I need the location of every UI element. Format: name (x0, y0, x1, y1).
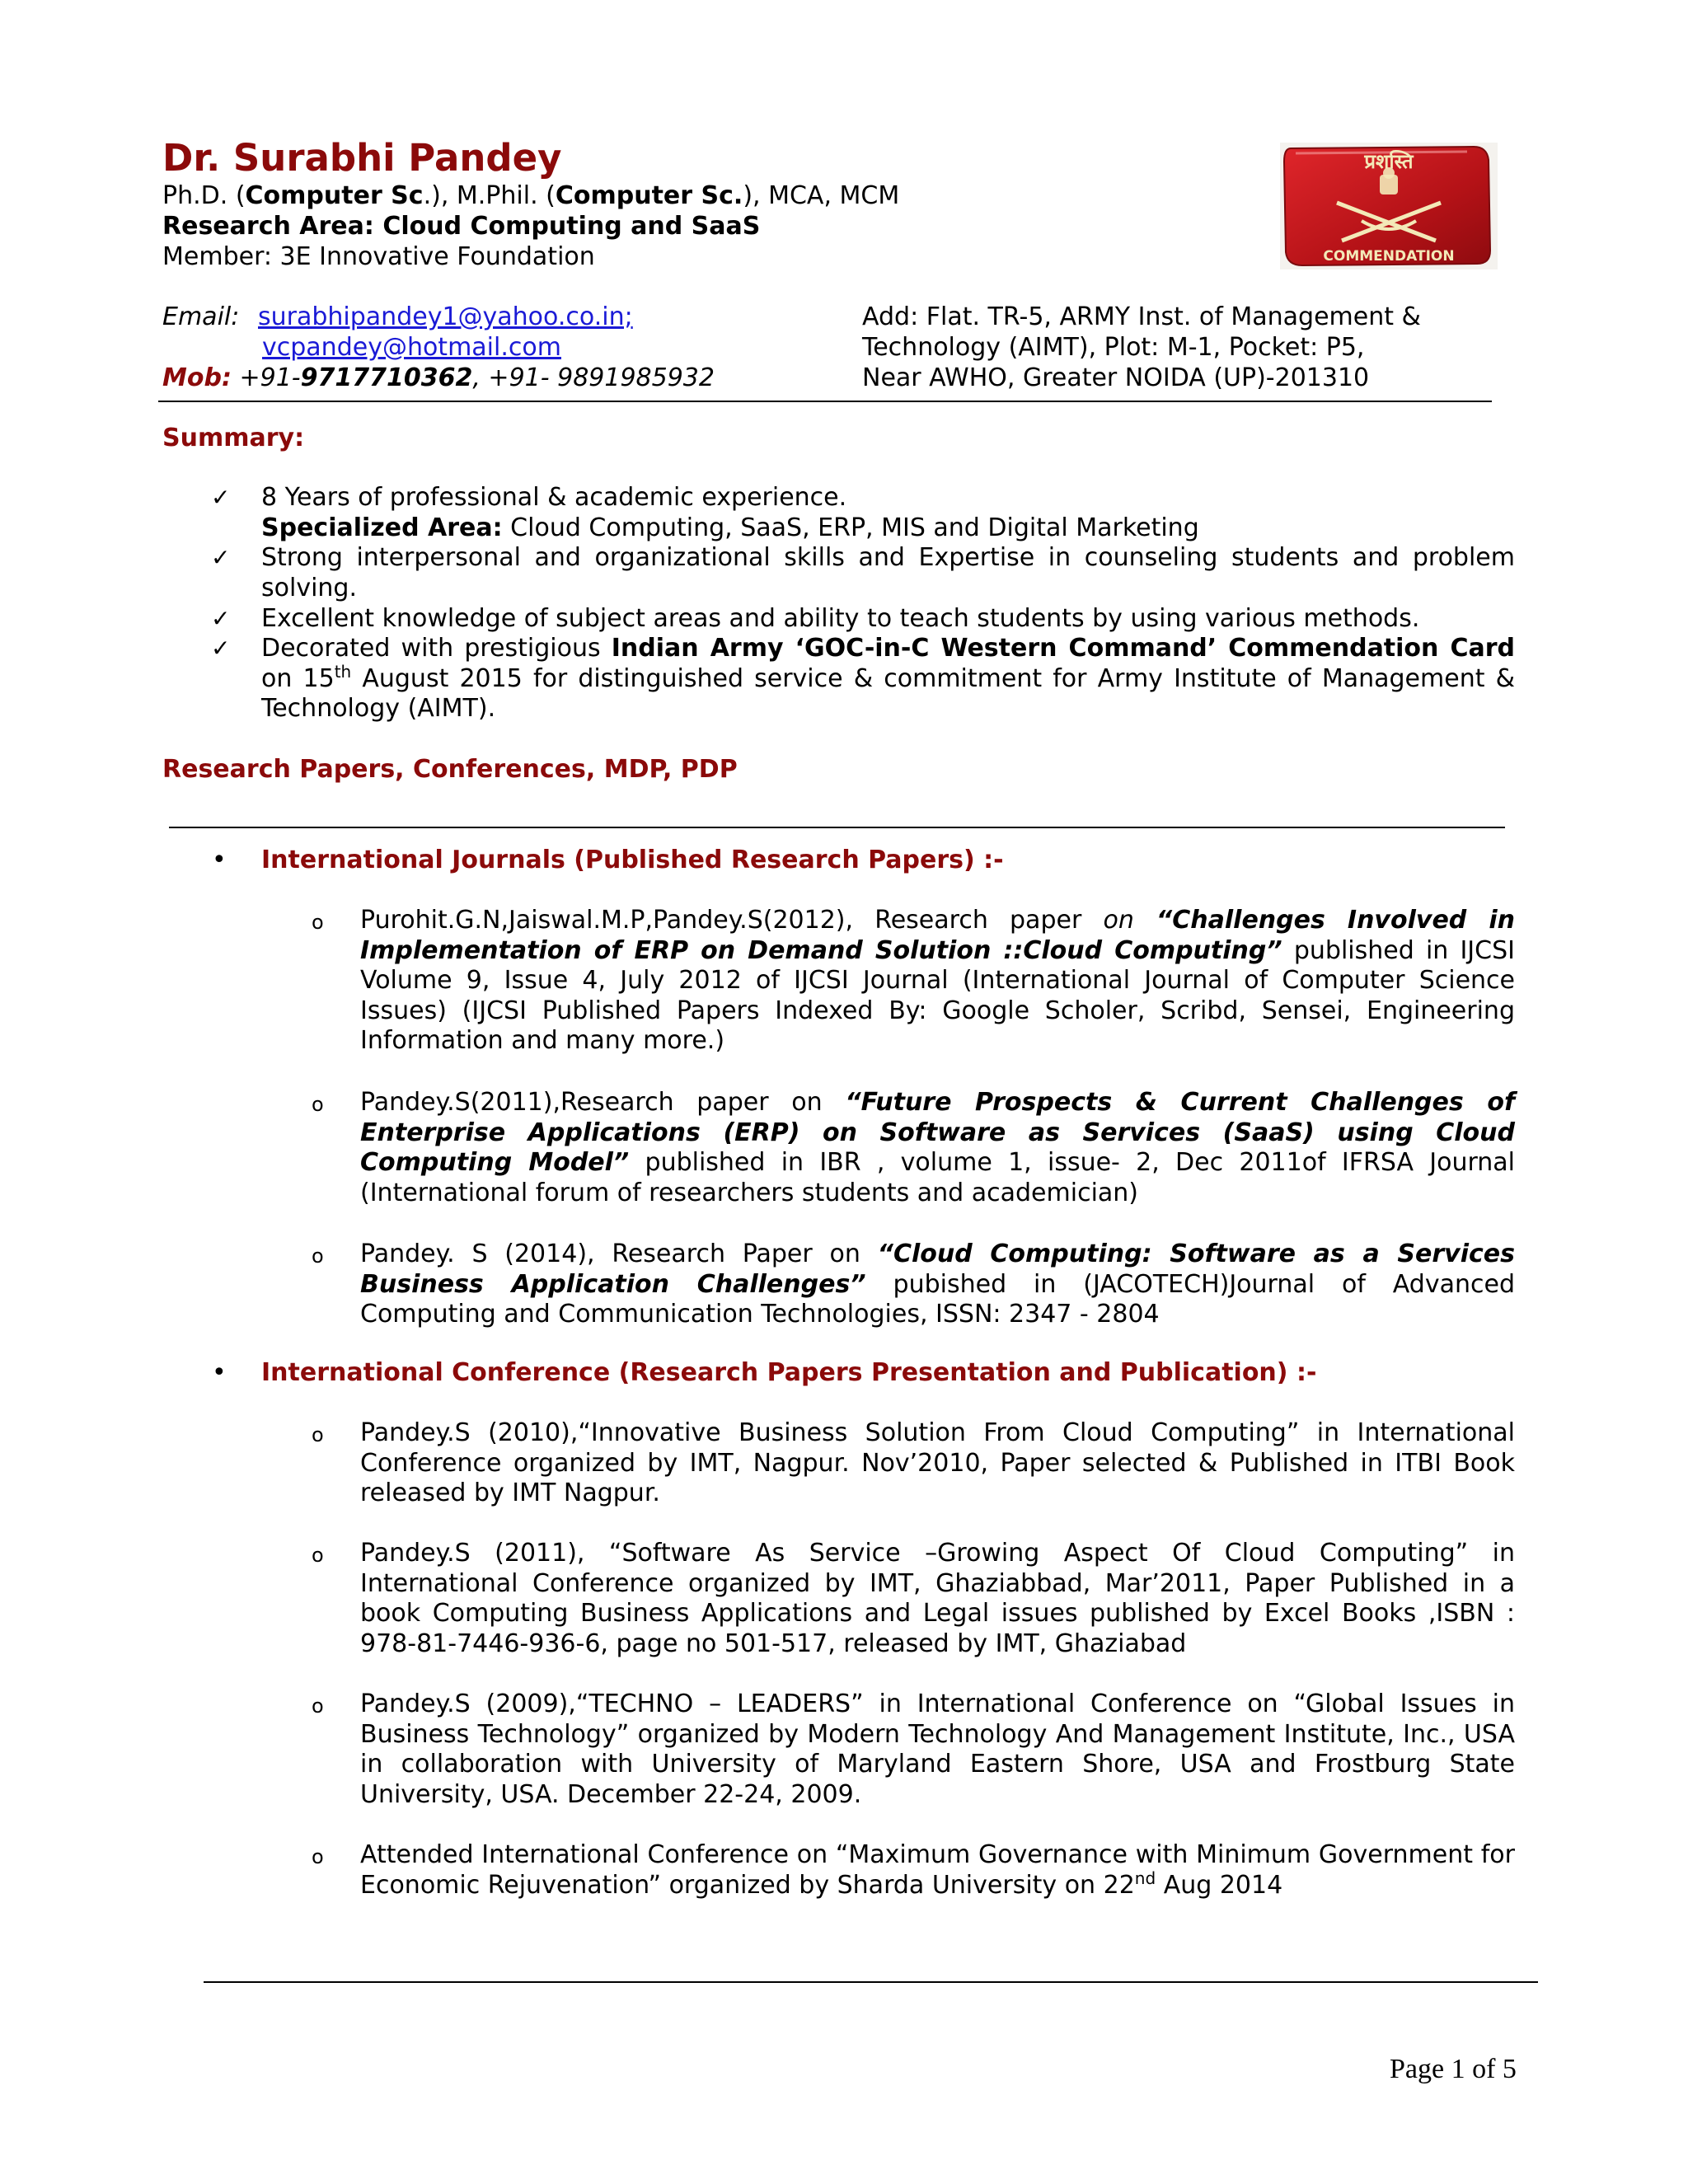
journal-paper-3-authors: Pandey. S (2014), Research Paper on (360, 1240, 878, 1268)
mobile-prefix: +91- (231, 363, 301, 392)
journal-paper-1-authors: Purohit.G.N,Jaiswal.M.P,Pandey.S(2012), Research paper (360, 906, 1104, 935)
membership: Member: 3E Innovative Foundation (162, 242, 595, 271)
commendation-badge-graphic (1279, 142, 1498, 270)
journal-paper-3-title: “Cloud Computing: Software as a Services Business Application Challenges” (360, 1240, 1515, 1299)
bullet-icon: • (212, 846, 227, 874)
conferences-heading: International Conference (Research Papers Presentation and Publication) :- (261, 1358, 1317, 1387)
journal-paper-1 (360, 906, 1515, 1057)
mobile-primary: 9717710362 (300, 363, 473, 392)
email-label: Email: (162, 302, 240, 331)
degrees-bold-1: Computer Sc (245, 181, 424, 210)
journal-paper-3 (360, 1240, 1515, 1330)
journal-paper-2-authors: Pandey.S(2011),Research paper on (360, 1088, 846, 1117)
conference-paper-2: Pandey.S (2011), “Software As Service –Growing Aspect Of Cloud Computing” in International Conference organized by IMT, Ghaziabbad, Mar’2011, Paper Published in a book Computing Business Applications and Legal issues published by Excel Books ,ISBN : 978-81-7446-936-6, page no 501-517, released by IMT, Ghaziabad (360, 1539, 1515, 1658)
commendation-post: August 2015 for distinguished service & commitment for Army Institute of Management & Technology (AIMT). (261, 663, 1515, 723)
journal-paper-2-details: published in IBR , volume 1, issue- 2, Dec 2011of IFRSA Journal (International forum of researchers students and academician) (360, 1148, 1515, 1207)
specialized-area-label: Specialized Area: (261, 513, 503, 542)
degrees-text-3: ), MCA, MCM (743, 181, 900, 210)
mobile-label: Mob: (162, 363, 232, 392)
mobile-line (162, 363, 715, 394)
check-icon: ✓ (211, 544, 231, 571)
conference-attended-text: Attended International Conference on “Maximum Governance with Minimum Government for Economic Rejuvenation” organized by Sharda University on 22 (360, 1840, 1515, 1900)
sub-bullet-icon: o (312, 1423, 324, 1446)
address-line-3: Near AWHO, Greater NOIDA (UP)-201310 (862, 363, 1370, 392)
summary-specialized-area (261, 513, 1515, 544)
commendation-pre: Decorated with prestigious (261, 634, 612, 663)
footer-divider (204, 1981, 1538, 1983)
badge-bottom-text: COMMENDATION (1323, 248, 1455, 265)
commendation-on: on 15 (261, 663, 335, 693)
journal-paper-2-title: “Future Prospects & Current Challenges of Enterprise Applications (ERP) on Software as Services (SaaS) using Cloud Computing Model” (360, 1088, 1515, 1177)
check-icon: ✓ (211, 605, 231, 632)
journal-paper-1-on: on (1103, 906, 1134, 935)
mobile-secondary: , +91- 9891985932 (472, 363, 715, 392)
research-heading: Research Papers, Conferences, MDP, PDP (162, 755, 738, 784)
address-line-1: Add: Flat. TR-5, ARMY Inst. of Management & (862, 302, 1421, 331)
journal-paper-1-details: published in IJCSI Volume 9, Issue 4, July 2012 of IJCSI Journal (International Journal of Computer Science Issues) (IJCSI Published Papers Indexed By: Google Scholer, Scribd, Sensei, Engineering Information and many more.) (360, 935, 1515, 1055)
sub-bullet-icon: o (312, 1694, 324, 1718)
conference-attended (360, 1840, 1515, 1900)
journal-paper-3-details: pubished in (JACOTECH)Journal of Advanced Computing and Communication Technologies, ISSN: 2347 - 2804 (360, 1269, 1515, 1329)
check-icon: ✓ (211, 635, 231, 662)
bullet-icon: • (212, 1358, 227, 1387)
email-link-primary[interactable]: surabhipandey1@yahoo.co.in; (258, 302, 633, 331)
research-divider (169, 827, 1505, 828)
summary-item-experience-text: 8 Years of professional & academic experience. (261, 483, 847, 512)
commendation-title: Indian Army ‘GOC-in-C Western Command’ Commendation Card (611, 634, 1515, 663)
degrees-text-1: Ph.D. ( (162, 181, 246, 210)
sub-bullet-icon: o (312, 1845, 324, 1868)
commendation-sup: th (334, 661, 352, 682)
research-area: Research Area: Cloud Computing and SaaS (162, 212, 761, 241)
conference-attended-sup: nd (1134, 1868, 1156, 1888)
conference-paper-3: Pandey.S (2009),“TECHNO – LEADERS” in International Conference on “Global Issues in Business Technology” organized by Modern Technology And Management Institute, Inc., USA in collaboration with University of Maryland Eastern Shore, USA and Frostburg State University, USA. December 22-24, 2009. (360, 1690, 1515, 1809)
badge-top-text: प्रशस्ति (1364, 150, 1414, 173)
journal-paper-2 (360, 1088, 1515, 1208)
header-divider (158, 401, 1492, 402)
degrees-bold-2: Computer Sc. (555, 181, 743, 210)
summary-item-commendation (261, 634, 1515, 724)
address-line-2: Technology (AIMT), Plot: M-1, Pocket: P5, (862, 333, 1365, 362)
specialized-area-value: Cloud Computing, SaaS, ERP, MIS and Digital Marketing (502, 513, 1199, 542)
summary-item-knowledge: Excellent knowledge of subject areas and ability to teach students by using various methods. (261, 604, 1420, 633)
check-icon: ✓ (211, 484, 231, 511)
degrees-text-2: .), M.Phil. ( (423, 181, 556, 210)
sub-bullet-icon: o (312, 1544, 324, 1567)
degrees-line (162, 181, 899, 212)
conference-attended-date: Aug 2014 (1156, 1870, 1283, 1900)
commendation-badge (1279, 142, 1498, 270)
summary-item-skills: Strong interpersonal and organizational skills and Expertise in counseling students and problem solving. (261, 543, 1515, 602)
candidate-name: Dr. Surabhi Pandey (162, 136, 562, 180)
email-link-secondary[interactable]: vcpandey@hotmail.com (262, 333, 561, 362)
sub-bullet-icon: o (312, 911, 324, 934)
summary-heading: Summary: (162, 424, 305, 452)
sub-bullet-icon: o (312, 1244, 324, 1268)
summary-item-experience (261, 483, 1515, 543)
conference-paper-1: Pandey.S (2010),“Innovative Business Solution From Cloud Computing” in International Conference organized by IMT, Nagpur. Nov’2010, Paper selected & Published in ITBI Book released by IMT Nagpur. (360, 1418, 1515, 1507)
journals-heading: International Journals (Published Research Papers) :- (261, 846, 1004, 874)
sub-bullet-icon: o (312, 1093, 324, 1116)
page-number: Page 1 of 5 (1390, 2054, 1517, 2084)
journal-paper-1-title: “Challenges Involved in Implementation of ERP on Demand Solution ::Cloud Computing” (360, 906, 1515, 965)
